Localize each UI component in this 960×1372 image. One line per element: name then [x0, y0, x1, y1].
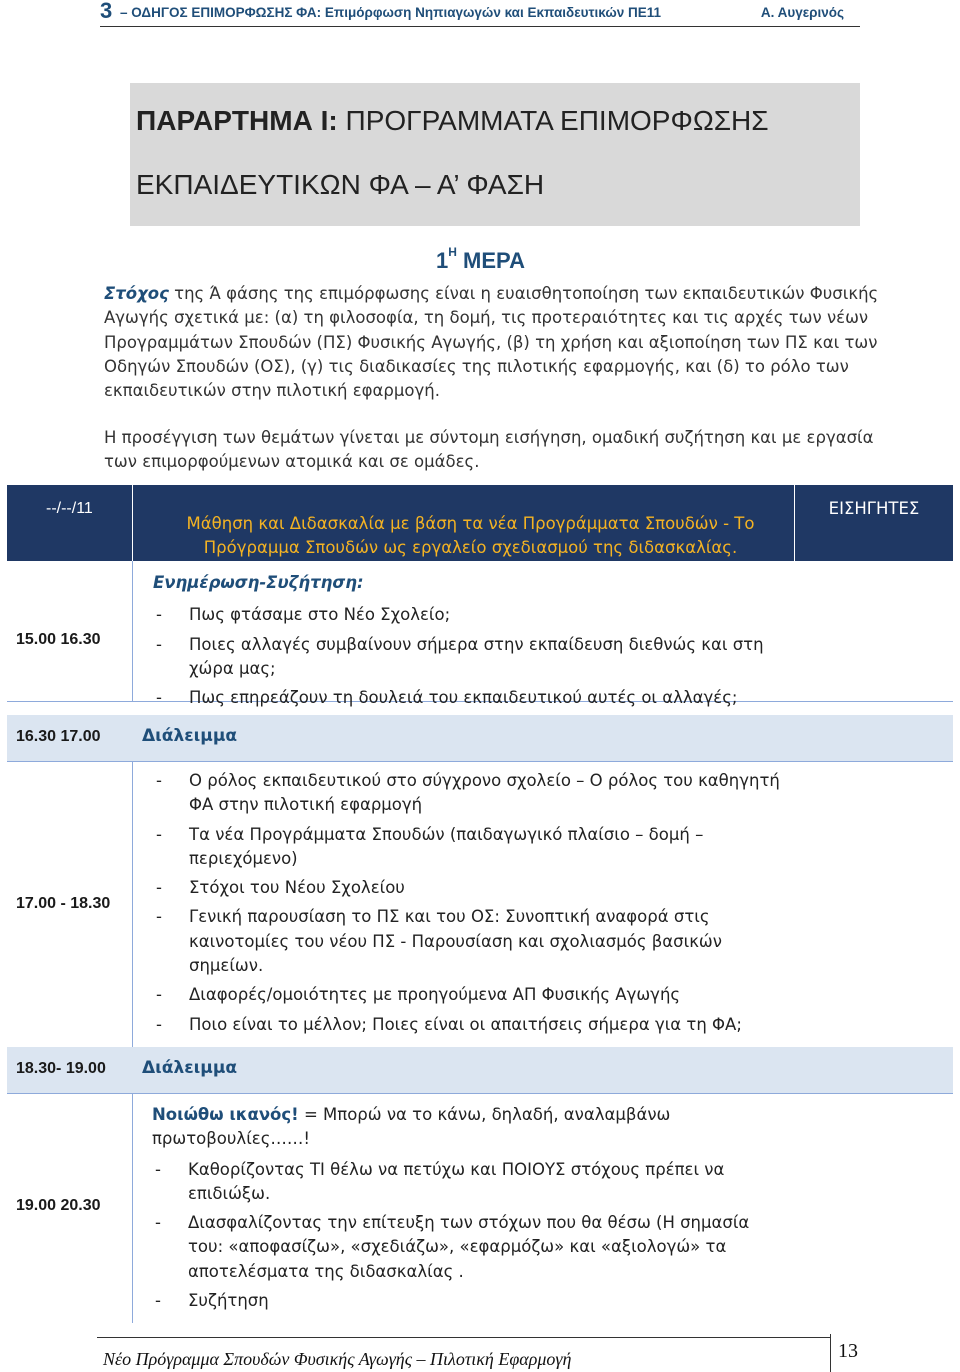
footer-divider — [97, 1337, 830, 1338]
header-date-cell — [7, 485, 133, 561]
header-author: Α. Αυγερινός — [760, 5, 844, 20]
session-2-content — [153, 769, 784, 1042]
table-header-row — [7, 485, 953, 561]
list-item: - Διαφορές/ομοιότητες με προηγούμενα ΑΠ Φυσικής Αγωγής — [153, 983, 784, 1007]
table-row-session-3 — [7, 1093, 953, 1323]
footer-text: Νέο Πρόγραμμα Σπουδών Φυσικής Αγωγής – Πιλοτική Εφαρμογή — [103, 1349, 572, 1369]
break-label: Διάλειμμα — [142, 726, 238, 746]
break-time: 16.30 17.00 — [16, 728, 101, 745]
approach-line: Η προσέγγιση των θεμάτων γίνεται με σύντομη εισήγηση, ομαδική συζήτηση και με εργασία — [104, 428, 874, 447]
session-subhead: Ενημέρωση-Συζήτηση: — [153, 573, 364, 592]
session-1-content — [153, 571, 784, 715]
goal-line: Οδηγών Σπουδών (ΟΣ), (γ) τις διαδικασίες της πιλοτικής εφαρμογής, και (δ) το ρόλο των — [104, 356, 849, 376]
title-box — [130, 83, 860, 226]
break-label: Διάλειμμα — [142, 1058, 238, 1078]
time-cell — [7, 561, 133, 701]
goal-line: Στόχος της Ά φάσης της επιμόρφωσης είναι η ευαισθητοποίηση των εκπαιδευτικών Φυσικής — [104, 284, 879, 303]
session-time: 19.00 20.30 — [16, 1197, 101, 1214]
goal-line: Αγωγής σχετικά με: (α) τη φιλοσοφία, τη δομή, τις προτεραιότητες και τις αρχές των νέων — [104, 308, 869, 328]
day-sup: Η — [448, 244, 457, 259]
day-heading — [436, 244, 525, 274]
list-item: - Πως φτάσαμε στο Νέο Σχολείο; — [153, 603, 784, 627]
approach-line: των επιμορφούμενων ατομικά και σε ομάδες. — [104, 452, 480, 472]
session-intro-bold: Νοιώθω ικανός! — [152, 1105, 299, 1124]
table-row-session-1 — [7, 561, 953, 708]
break-time: 18.30- 19.00 — [16, 1060, 106, 1077]
list-item: - Διασφαλίζοντας την επίτευξη των στόχων που θα θέσω (Η σημασία του: «αποφασίζω», «σχεδιάζω», «εφαρμόζω» και «αξιολογώ» τα αποτελέσματα της διδασκαλίας . — [152, 1211, 783, 1284]
time-cell — [7, 761, 133, 1047]
list-item: - Πως επηρεάζουν τη δουλειά του εκπαιδευτικού αυτές οι αλλαγές; — [153, 686, 784, 710]
time-cell — [7, 1093, 133, 1323]
footer-vertical-divider — [830, 1334, 831, 1372]
session-intro-rest: = Μπορώ να το κάνω, δηλαδή, αναλαμβάνω πρωτοβουλίες……! — [152, 1105, 671, 1149]
list-item: - Ποιες αλλαγές συμβαίνουν σήμερα στην εκπαίδευση διεθνώς και στη χώρα μας; — [153, 633, 784, 682]
header-speakers-cell — [795, 485, 953, 561]
session-time: 17.00 - 18.30 — [16, 895, 111, 912]
day-label: ΜΕΡΑ — [463, 248, 525, 273]
title-line-2: ΕΚΠΑΙΔΕΥΤΙΚΩΝ ΦΑ – Α’ ΦΑΣΗ — [136, 169, 545, 200]
list-item: - Γενική παρουσίαση το ΠΣ και του ΟΣ: Συνοπτική αναφορά στις καινοτομίες του νέου ΠΣ - Παρουσίαση και σχολιασμός βασικών σημείων. — [153, 905, 784, 978]
goal-line: Προγραμμάτων Σπουδών (ΠΣ) Φυσικής Αγωγής, (β) τη χρήση και αξιοποίηση των ΠΣ και των — [104, 332, 878, 352]
table-row-break-1 — [7, 715, 953, 762]
table-row-break-2 — [7, 1047, 953, 1094]
session-time: 15.00 16.30 — [16, 631, 101, 648]
footer-page-number: 13 — [838, 1340, 858, 1362]
header-topic-cell — [133, 485, 795, 561]
goal-paragraph — [104, 282, 878, 403]
goal-label: Στόχος — [104, 284, 169, 303]
title-label: ΠΑΡΑΡΤΗΜΑ Ι: — [136, 105, 338, 136]
title-line-1 — [136, 105, 769, 137]
header-date: --/--/11 — [46, 500, 93, 517]
list-item: - Ποιο είναι το μέλλον; Ποιες είναι οι απαιτήσεις σήμερα για τη ΦΑ; — [153, 1013, 784, 1037]
list-item: - Ο ρόλος εκπαιδευτικού στο σύγχρονο σχολείο – Ο ρόλος του καθηγητή ΦΑ στην πιλοτική εφαρμογή — [153, 769, 784, 818]
session-3-content — [152, 1103, 783, 1318]
page-header — [100, 0, 860, 27]
title-rest: ΠΡΟΓΡΑΜΜΑΤΑ ΕΠΙΜΟΡΦΩΣΗΣ — [345, 105, 769, 136]
day-number: 1 — [436, 248, 449, 273]
list-item: - Καθορίζοντας ΤΙ θέλω να πετύχω και ΠΟΙΟΥΣ στόχους πρέπει να επιδιώξω. — [152, 1158, 783, 1207]
header-title: – ΟΔΗΓΟΣ ΕΠΙΜΟΡΦΩΣΗΣ ΦΑ: Επιμόρφωση Νηπιαγωγών και Εκπαιδευτικών ΠΕ11 — [120, 5, 662, 20]
approach-paragraph — [104, 426, 874, 475]
header-topic: Μάθηση και Διδασκαλία με βάση τα νέα Προγράμματα Σπουδών - Το Πρόγραμμα Σπουδών ως εργαλείο σχεδιασμού της διδασκαλίας. — [186, 514, 755, 557]
header-speakers: ΕΙΣΗΓΗΤΕΣ — [828, 499, 920, 518]
list-item: - Τα νέα Προγράμματα Σπουδών (παιδαγωγικό πλαίσιο – δομή – περιεχόμενο) — [153, 823, 784, 872]
goal-line: εκπαιδευτικών στην πιλοτική εφαρμογή. — [104, 381, 440, 401]
session-intro — [152, 1103, 762, 1152]
table-row-session-2 — [7, 761, 953, 1048]
header-page-number: 3 — [100, 0, 113, 23]
list-item: - Συζήτηση — [152, 1289, 783, 1313]
list-item: - Στόχοι του Νέου Σχολείου — [153, 876, 784, 900]
